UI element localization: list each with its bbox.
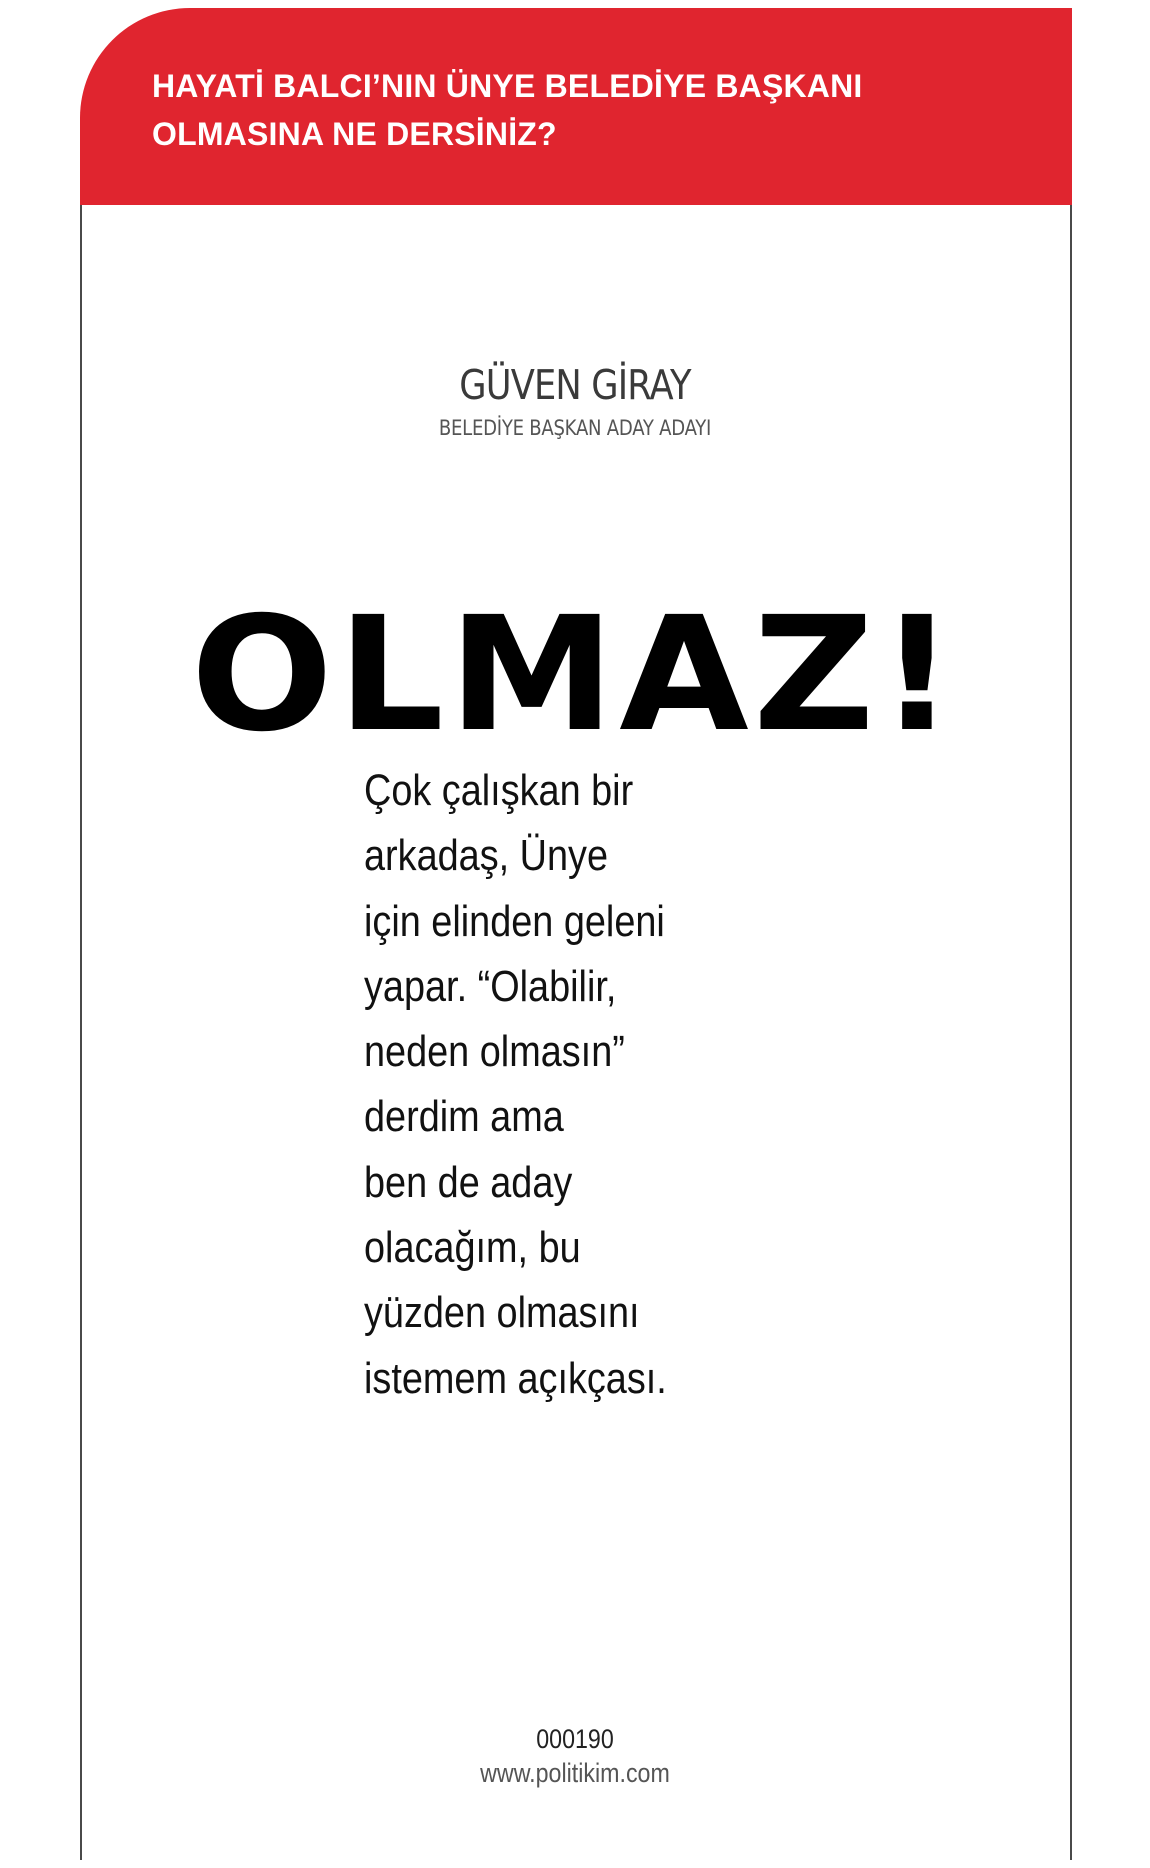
author-role: BELEDİYE BAŞKAN ADAY ADAYI — [438, 416, 712, 440]
quote-line: neden olmasın” — [364, 1027, 625, 1077]
author-name: GÜVEN GİRAY — [459, 361, 691, 409]
card-border-left — [80, 200, 82, 1860]
author-block — [0, 360, 1150, 442]
document-code: 000190 — [536, 1724, 614, 1754]
website-link[interactable]: www.politikim.com — [480, 1758, 670, 1788]
answer-headline: OLMAZ! — [190, 583, 960, 767]
footer — [0, 1722, 1150, 1790]
question-header — [80, 8, 1072, 205]
quote-line: arkadaş, Ünye — [364, 831, 608, 881]
question-title — [152, 62, 1032, 158]
quote-line: istemem açıkçası. — [364, 1353, 667, 1403]
answer-quote — [364, 758, 725, 1411]
question-title-line: HAYATİ BALCI’NIN ÜNYE BELEDİYE BAŞKANI — [152, 68, 863, 104]
quote-line: yüzden olmasını — [364, 1288, 640, 1338]
question-title-line: OLMASINA NE DERSİNİZ? — [152, 116, 557, 152]
quote-line: olacağım, bu — [364, 1223, 581, 1273]
quote-line: Çok çalışkan bir — [364, 766, 634, 815]
quote-line: yapar. “Olabilir, — [364, 961, 617, 1011]
quote-line: ben de aday — [364, 1157, 573, 1207]
card-border-right — [1070, 200, 1072, 1860]
quote-line: derdim ama — [364, 1092, 564, 1142]
quote-line: için elinden geleni — [364, 896, 665, 946]
